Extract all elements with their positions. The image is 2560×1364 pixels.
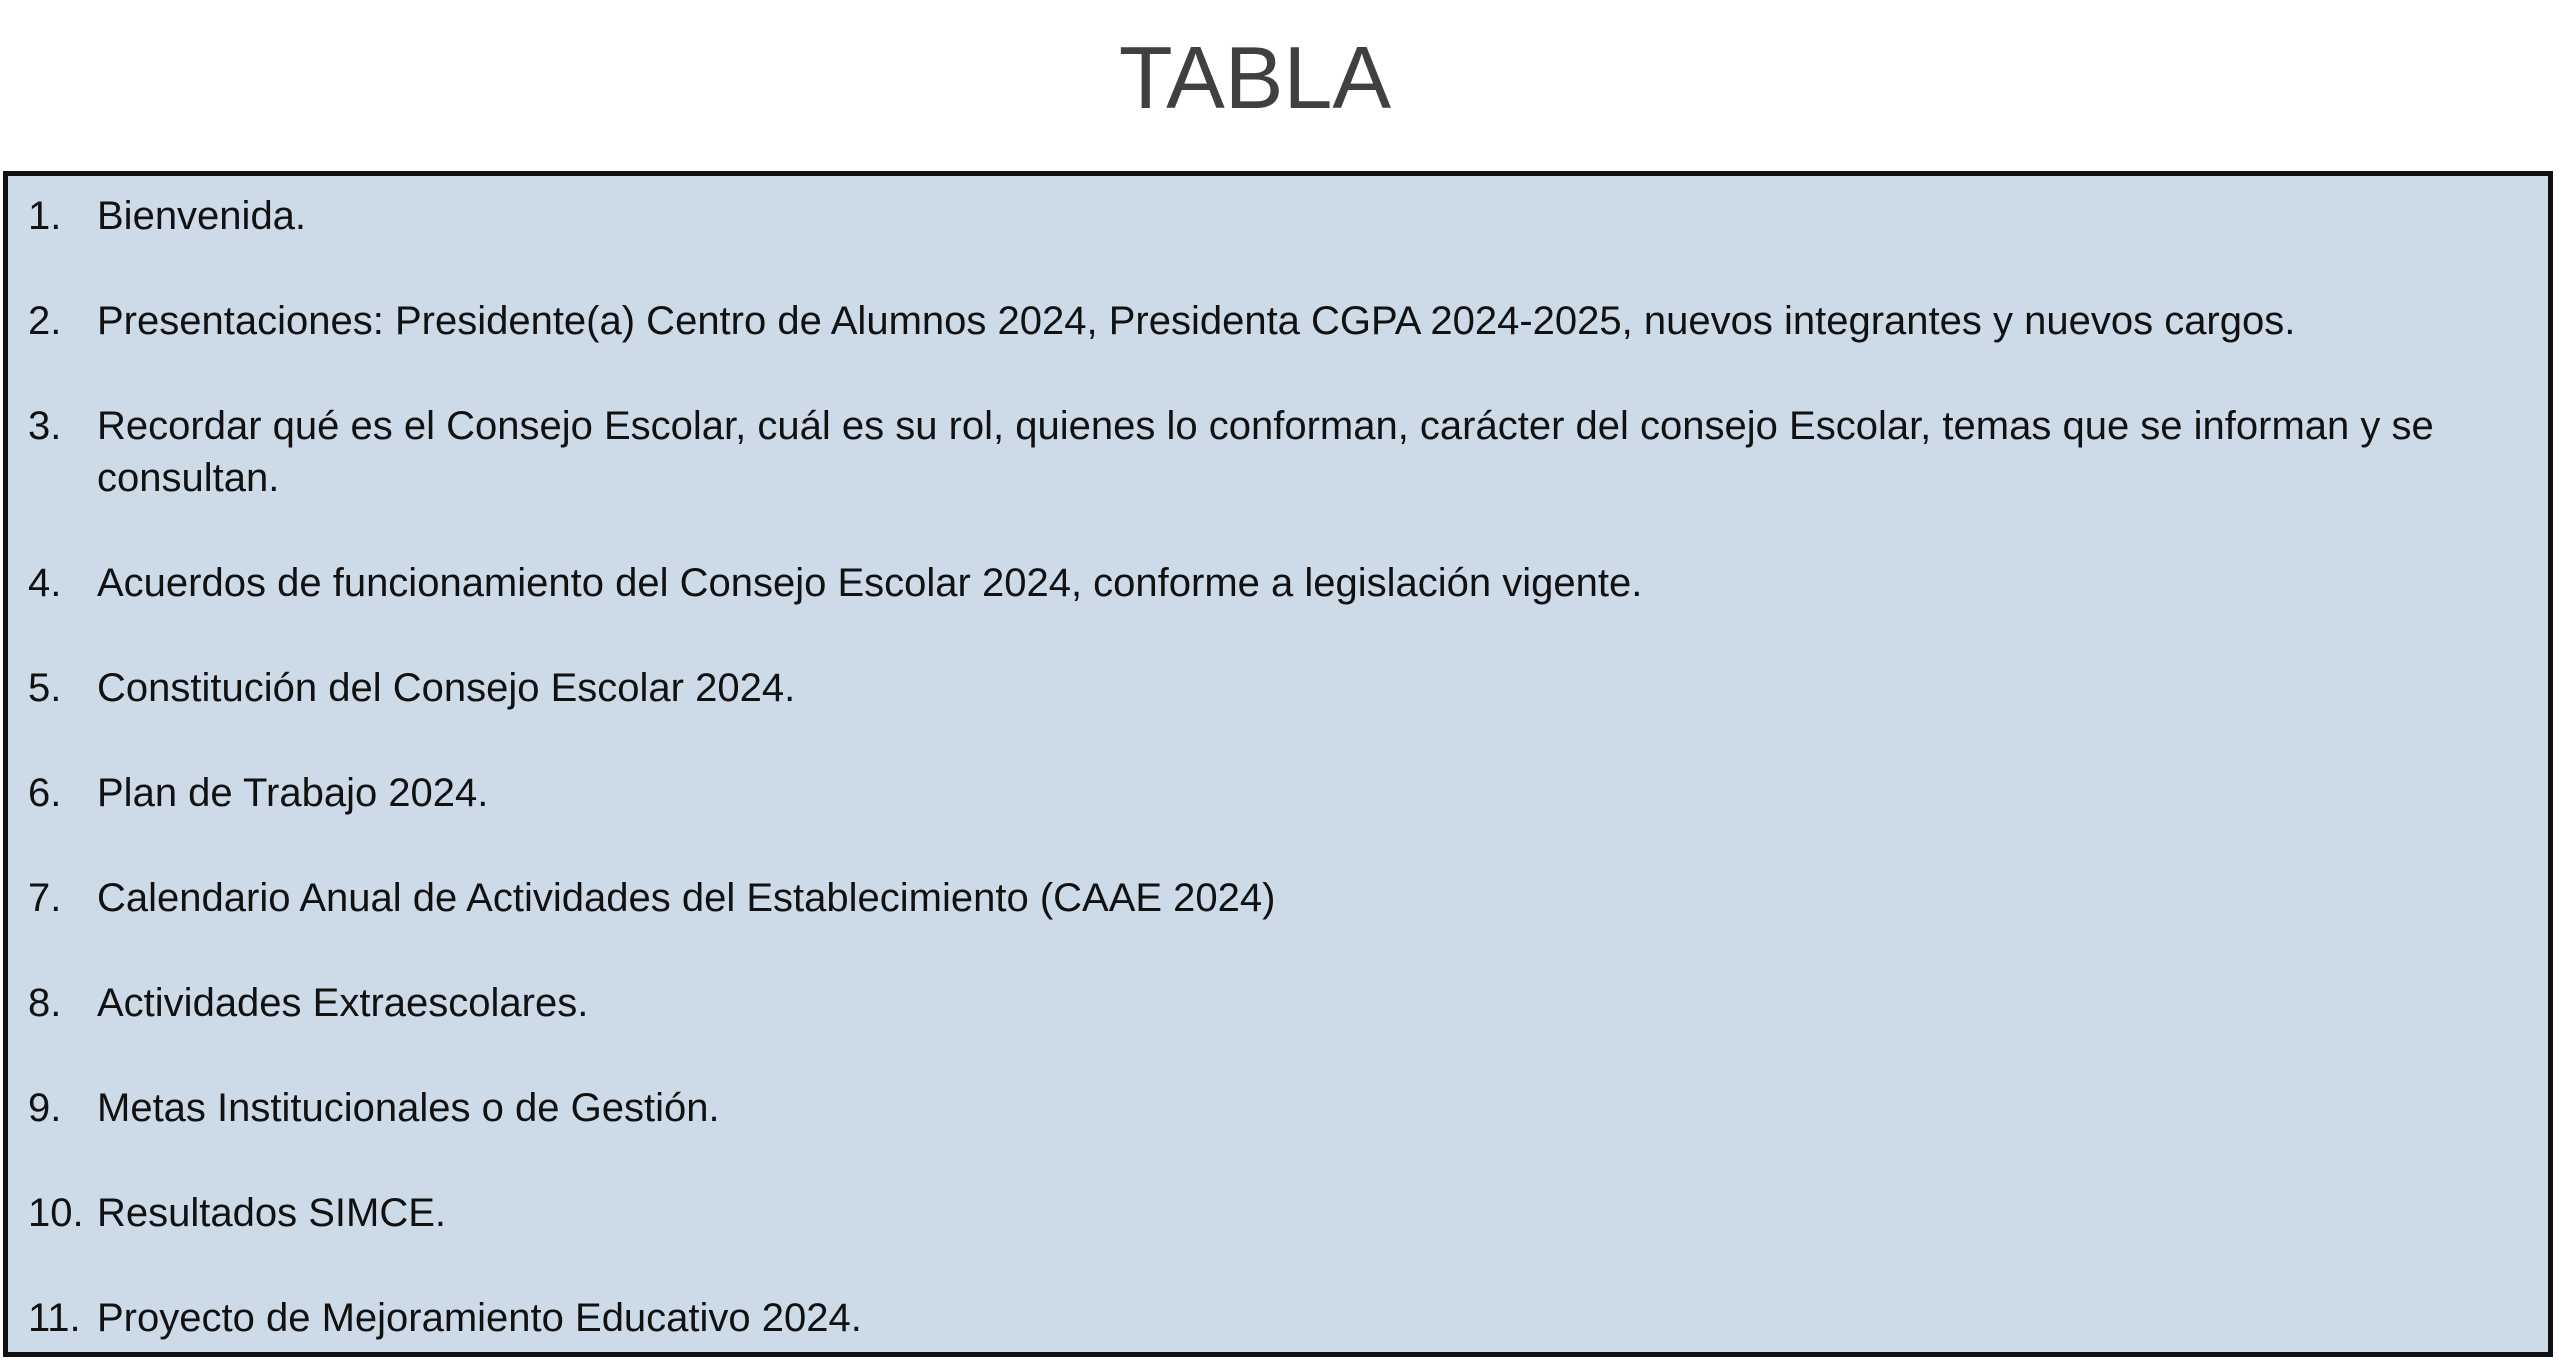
agenda-item-text: Metas Institucionales o de Gestión.	[97, 1086, 720, 1130]
agenda-item-number: 3.	[28, 404, 62, 448]
agenda-item-number: 2.	[28, 299, 62, 343]
agenda-item-5	[8, 662, 2548, 714]
agenda-item-number: 1.	[28, 194, 62, 238]
agenda-item-9	[8, 1082, 2548, 1134]
agenda-item-number: 5.	[28, 666, 62, 710]
agenda-item-10	[8, 1187, 2548, 1239]
agenda-item-text: Acuerdos de funcionamiento del Consejo Escolar 2024, conforme a legislación vigente.	[97, 561, 1643, 605]
agenda-item-6	[8, 767, 2548, 819]
agenda-item-2	[8, 295, 2548, 347]
agenda-item-8	[8, 977, 2548, 1029]
slide-title: TABLA	[1118, 28, 1392, 127]
agenda-list	[8, 176, 2548, 1344]
agenda-box	[3, 171, 2553, 1357]
agenda-item-text: Actividades Extraescolares.	[97, 981, 589, 1025]
agenda-item-number: 8.	[28, 981, 62, 1025]
agenda-item-3	[8, 400, 2548, 504]
agenda-item-text: Plan de Trabajo 2024.	[97, 771, 489, 815]
agenda-item-text: Resultados SIMCE.	[97, 1191, 447, 1235]
agenda-item-1	[8, 190, 2548, 242]
agenda-item-text: Bienvenida.	[97, 194, 307, 238]
agenda-item-number: 10.	[28, 1191, 84, 1235]
agenda-item-text: Recordar qué es el Consejo Escolar, cuál es su rol, quienes lo conforman, carácter del consejo Escolar, temas que se informan y se consultan.	[97, 404, 2434, 500]
agenda-item-7	[8, 872, 2548, 924]
agenda-item-number: 7.	[28, 876, 62, 920]
agenda-item-number: 4.	[28, 561, 62, 605]
agenda-item-number: 11.	[28, 1296, 81, 1340]
agenda-item-4	[8, 557, 2548, 609]
agenda-item-text: Proyecto de Mejoramiento Educativo 2024.	[97, 1296, 862, 1340]
agenda-item-text: Calendario Anual de Actividades del Establecimiento (CAAE 2024)	[97, 876, 1276, 920]
agenda-item-text: Constitución del Consejo Escolar 2024.	[97, 666, 796, 710]
agenda-item-text: Presentaciones: Presidente(a) Centro de Alumnos 2024, Presidenta CGPA 2024-2025, nuevos integrantes y nuevos cargos.	[97, 299, 2296, 343]
agenda-item-11	[8, 1292, 2548, 1344]
agenda-item-number: 9.	[28, 1086, 62, 1130]
agenda-item-number: 6.	[28, 771, 62, 815]
